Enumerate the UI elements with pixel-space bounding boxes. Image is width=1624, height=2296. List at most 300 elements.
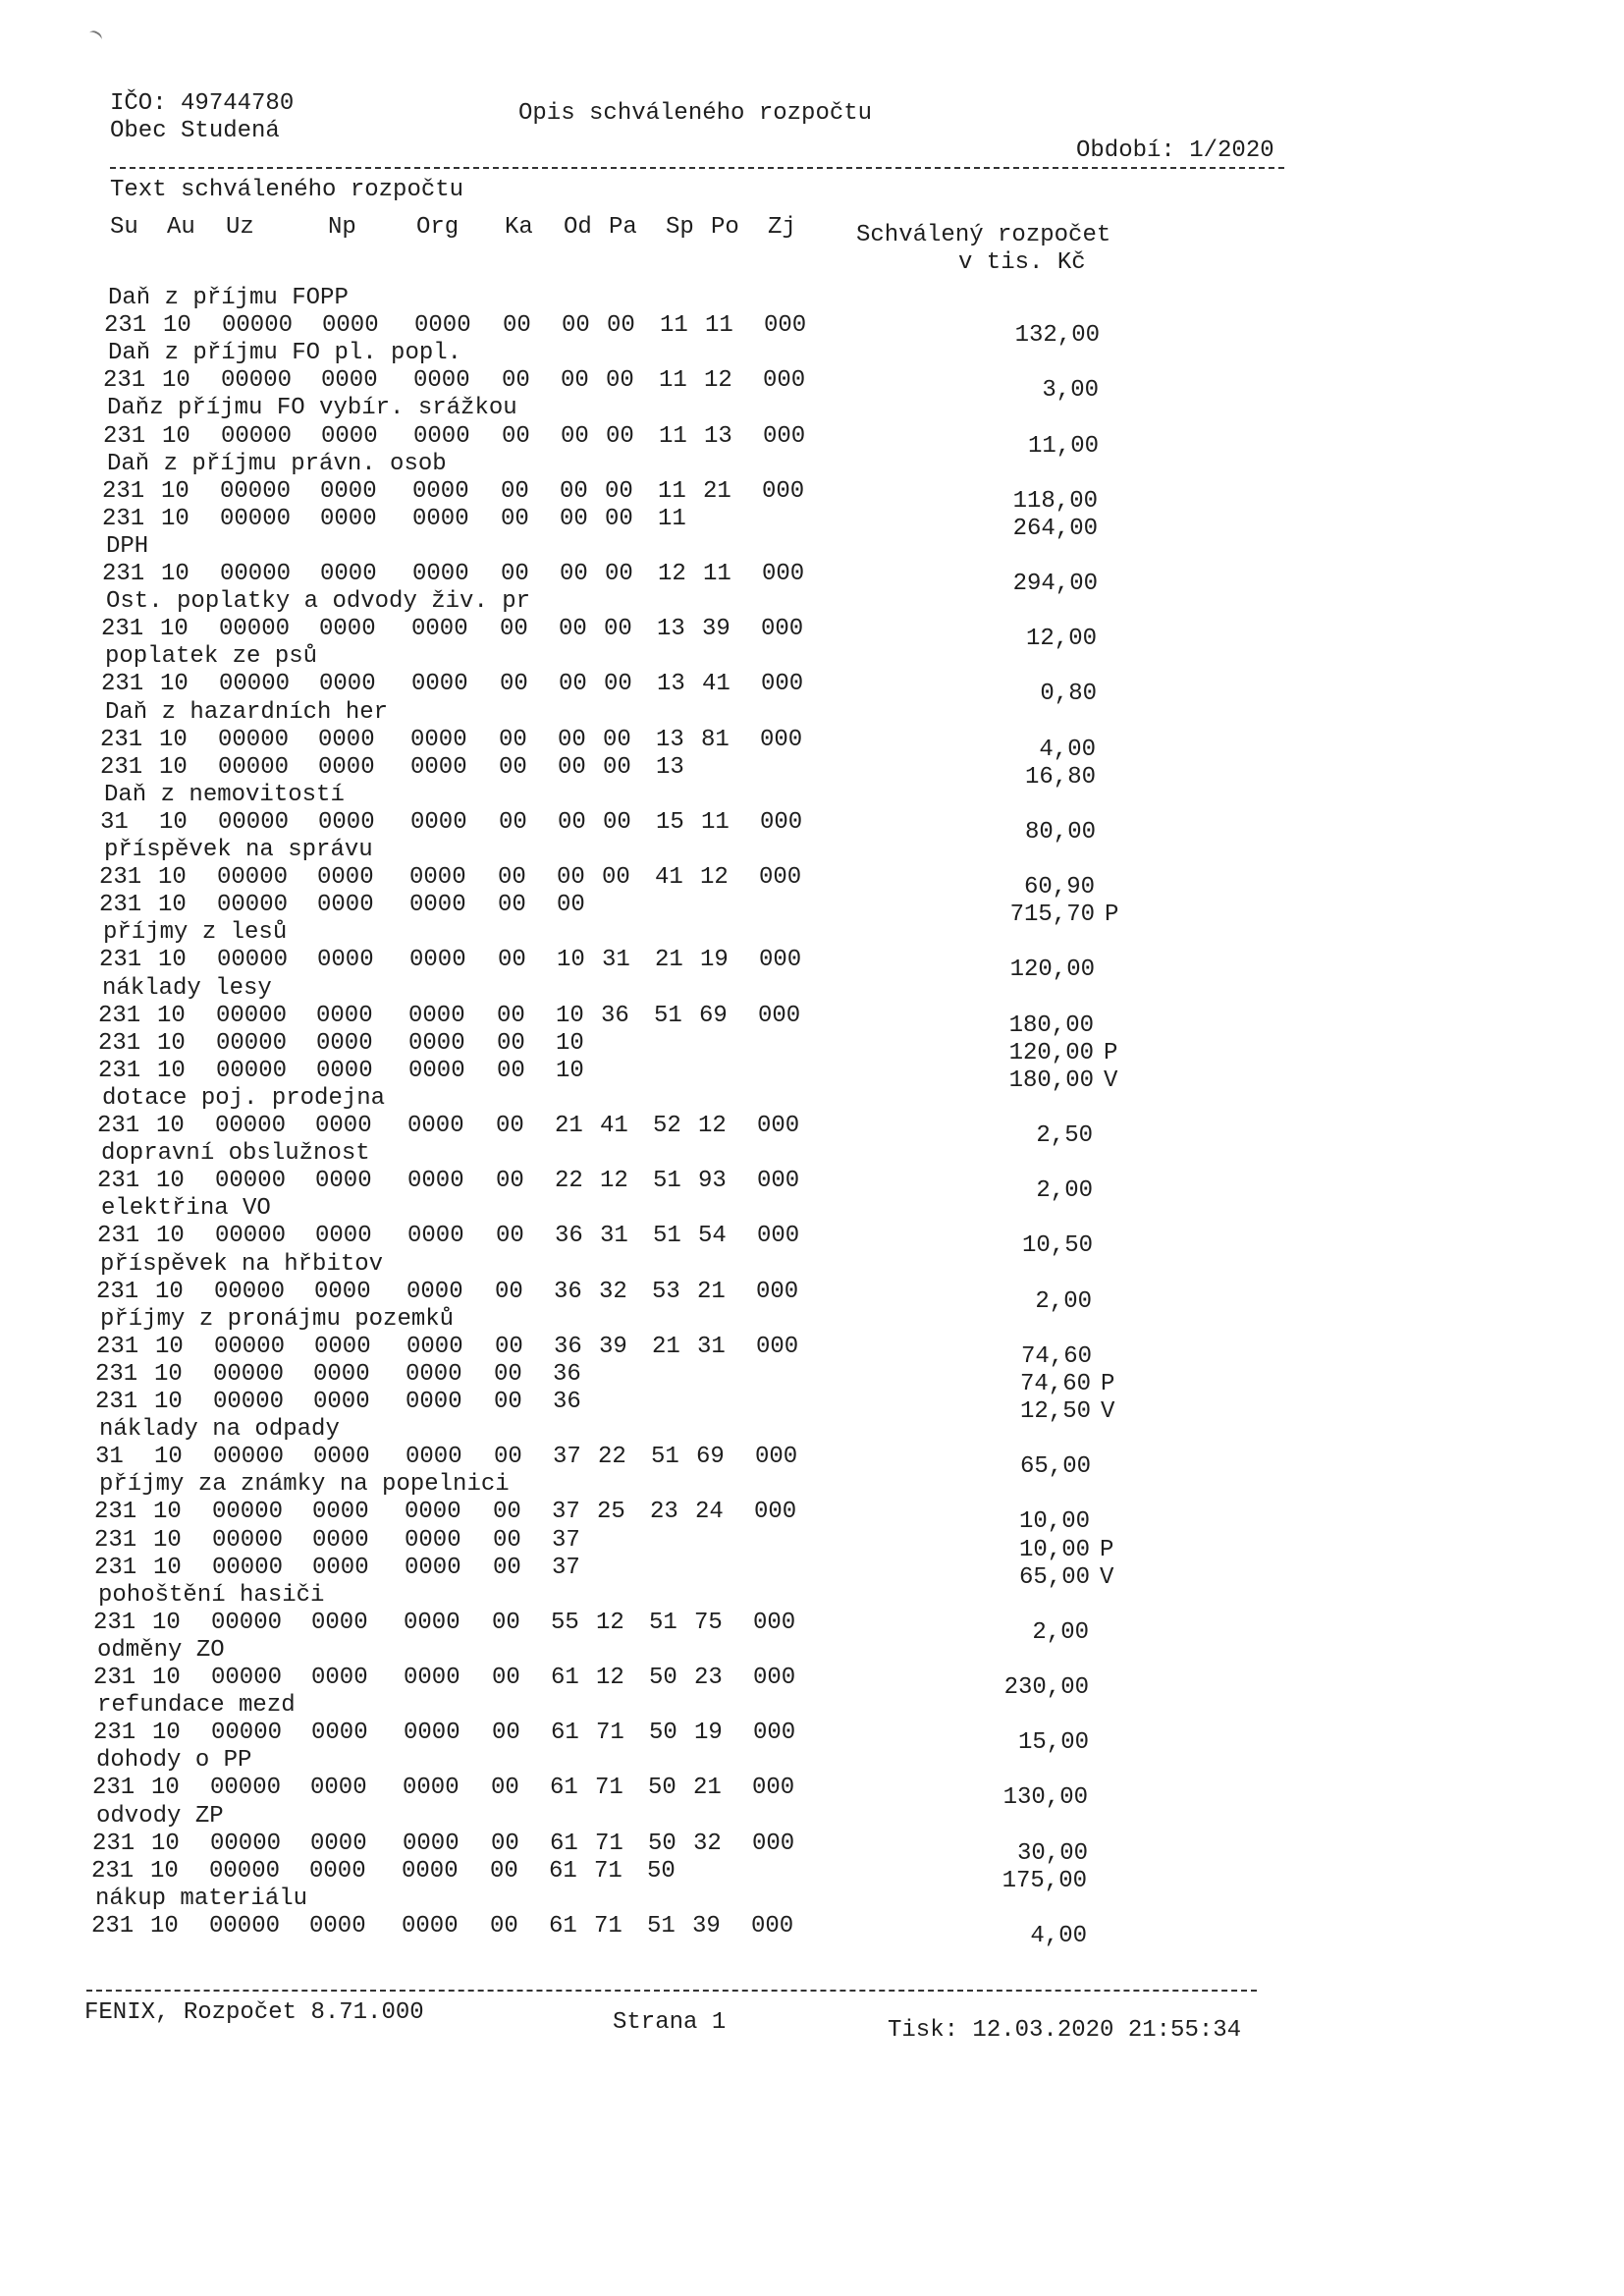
item-description: příjmy z pronájmu pozemků xyxy=(100,1305,455,1333)
cell-amount: 10,00 xyxy=(1018,1508,1090,1536)
municipality-name: Obec Studená xyxy=(110,118,280,144)
cell-od: 00 xyxy=(557,892,585,919)
cell-po: 81 xyxy=(701,726,730,753)
item-description-row xyxy=(0,285,1624,312)
cell-au: 10 xyxy=(154,1389,183,1415)
cell-org: 0000 xyxy=(403,1830,460,1857)
cell-org: 0000 xyxy=(409,864,466,892)
cell-zj: 000 xyxy=(762,561,805,587)
cell-ka: 00 xyxy=(502,422,530,450)
cell-od: 00 xyxy=(562,312,590,340)
cell-org: 0000 xyxy=(410,753,467,781)
table-row xyxy=(0,422,1623,460)
table-row xyxy=(0,864,1619,902)
cell-zj: 000 xyxy=(755,1444,798,1471)
cell-zj: 000 xyxy=(757,1113,800,1139)
column-header-su: Su xyxy=(110,214,138,241)
cell-po: 93 xyxy=(698,1168,727,1195)
cell-zj: 000 xyxy=(758,1002,801,1029)
cell-pa: 22 xyxy=(598,1444,626,1471)
cell-np: 0000 xyxy=(309,1912,366,1940)
cell-au: 10 xyxy=(160,616,189,643)
cell-sp: 21 xyxy=(655,947,683,974)
cell-uz: 00000 xyxy=(216,1057,288,1084)
cell-ka: 00 xyxy=(502,367,530,395)
cell-od: 00 xyxy=(561,367,589,395)
table-row xyxy=(0,1912,1611,1949)
cell-sp: 11 xyxy=(659,367,687,395)
cell-amount: 180,00 xyxy=(1008,1011,1094,1039)
cell-np: 0000 xyxy=(316,1029,373,1057)
cell-amount: 10,00 xyxy=(1018,1536,1090,1563)
cell-org: 0000 xyxy=(410,808,467,836)
cell-amount: 15,00 xyxy=(1017,1729,1089,1757)
item-description-row xyxy=(0,1747,1612,1775)
cell-flag: P xyxy=(1101,1370,1115,1397)
cell-su: 31 xyxy=(100,808,129,836)
table-row xyxy=(0,1389,1615,1425)
cell-ka: 00 xyxy=(493,1526,521,1554)
item-description: odvody ZP xyxy=(96,1802,224,1830)
cell-uz: 00000 xyxy=(221,367,293,395)
cell-zj: 000 xyxy=(757,1223,800,1250)
cell-uz: 00000 xyxy=(214,1278,286,1305)
cell-od: 10 xyxy=(556,1002,584,1029)
cell-org: 0000 xyxy=(411,616,468,643)
cell-au: 10 xyxy=(152,1665,181,1691)
table-row xyxy=(0,616,1621,653)
cell-uz: 00000 xyxy=(213,1360,285,1388)
cell-ka: 00 xyxy=(498,892,526,919)
cell-zj: 000 xyxy=(763,422,806,450)
cell-np: 0000 xyxy=(315,1168,372,1195)
cell-ka: 00 xyxy=(492,1720,520,1747)
cell-uz: 00000 xyxy=(211,1720,283,1747)
cell-su: 231 xyxy=(94,1499,137,1526)
item-description-row xyxy=(0,1637,1613,1665)
item-description-row xyxy=(0,1085,1618,1113)
cell-sp: 11 xyxy=(659,422,687,450)
cell-od: 36 xyxy=(555,1223,583,1250)
item-description: příspěvek na hřbitov xyxy=(100,1250,384,1278)
cell-uz: 00000 xyxy=(218,808,290,836)
item-description: náklady lesy xyxy=(102,974,272,1002)
column-header-po: Po xyxy=(711,214,739,241)
cell-amount: 80,00 xyxy=(1024,818,1096,846)
cell-po: 75 xyxy=(694,1609,723,1636)
item-description-row xyxy=(0,1471,1615,1499)
cell-sp: 51 xyxy=(653,1168,681,1195)
cell-amount: 2,00 xyxy=(1032,1618,1089,1646)
cell-org: 0000 xyxy=(406,1389,462,1415)
cell-od: 61 xyxy=(551,1720,579,1747)
cell-pa: 00 xyxy=(603,753,631,781)
cell-od: 55 xyxy=(551,1609,579,1636)
cell-np: 0000 xyxy=(311,1720,368,1747)
cell-zj: 000 xyxy=(751,1912,794,1940)
cell-po: 69 xyxy=(696,1444,725,1471)
item-description: dopravní obslužnost xyxy=(101,1140,370,1168)
cell-ka: 00 xyxy=(490,1912,518,1940)
cell-uz: 00000 xyxy=(218,726,290,753)
cell-org: 0000 xyxy=(407,1168,464,1195)
cell-np: 0000 xyxy=(320,477,377,505)
table-row xyxy=(0,312,1624,350)
cell-od: 36 xyxy=(553,1389,581,1415)
table-row xyxy=(0,1168,1617,1205)
cell-sp: 50 xyxy=(649,1665,677,1691)
cell-np: 0000 xyxy=(312,1499,369,1526)
cell-uz: 00000 xyxy=(213,1389,285,1415)
cell-su: 231 xyxy=(104,312,147,340)
cell-zj: 000 xyxy=(761,616,804,643)
table-row xyxy=(0,1278,1616,1315)
cell-org: 0000 xyxy=(406,1278,463,1305)
cell-zj: 000 xyxy=(753,1665,796,1691)
cell-uz: 00000 xyxy=(212,1526,284,1554)
cell-org: 0000 xyxy=(405,1526,461,1554)
cell-sp: 11 xyxy=(660,312,688,340)
cell-np: 0000 xyxy=(312,1526,369,1554)
cell-org: 0000 xyxy=(412,505,469,532)
cell-amount: 118,00 xyxy=(1012,487,1098,515)
cell-au: 10 xyxy=(162,422,190,450)
item-description-row xyxy=(0,699,1621,727)
cell-amount: 74,60 xyxy=(1019,1370,1091,1397)
table-row xyxy=(0,1057,1618,1094)
cell-uz: 00000 xyxy=(221,422,293,450)
cell-flag: P xyxy=(1100,1536,1114,1563)
cell-ka: 00 xyxy=(496,1168,524,1195)
cell-po: 41 xyxy=(702,671,731,698)
cell-amount: 2,00 xyxy=(1035,1287,1092,1315)
cell-sp: 50 xyxy=(647,1857,676,1885)
cell-sp: 52 xyxy=(653,1113,681,1139)
column-header-amount: Schválený rozpočet xyxy=(856,222,1111,248)
column-header-np: Np xyxy=(328,214,356,241)
cell-zj: 000 xyxy=(752,1775,795,1802)
cell-org: 0000 xyxy=(409,947,466,974)
table-row xyxy=(0,367,1623,405)
cell-su: 231 xyxy=(102,505,145,532)
cell-od: 61 xyxy=(550,1830,578,1857)
cell-flag: V xyxy=(1101,1398,1115,1425)
item-description-row xyxy=(0,1195,1617,1223)
item-description-row xyxy=(0,1582,1614,1610)
cell-su: 231 xyxy=(100,726,143,753)
cell-po: 54 xyxy=(698,1223,727,1250)
cell-org: 0000 xyxy=(405,1499,461,1526)
cell-zj: 000 xyxy=(757,1168,800,1195)
cell-au: 10 xyxy=(156,1223,185,1250)
item-description: nákup materiálu xyxy=(95,1885,308,1912)
cell-uz: 00000 xyxy=(217,947,289,974)
cell-au: 10 xyxy=(158,947,187,974)
cell-po: 19 xyxy=(694,1720,723,1747)
item-description-row xyxy=(0,451,1623,478)
cell-uz: 00000 xyxy=(214,1333,286,1360)
cell-su: 231 xyxy=(93,1665,136,1691)
table-row xyxy=(0,1223,1617,1260)
cell-amount: 0,80 xyxy=(1040,681,1097,708)
cell-au: 10 xyxy=(153,1554,182,1581)
cell-uz: 00000 xyxy=(215,1223,287,1250)
cell-uz: 00000 xyxy=(210,1830,282,1857)
cell-su: 231 xyxy=(101,616,144,643)
cell-zj: 000 xyxy=(756,1278,799,1305)
table-row xyxy=(0,477,1622,515)
cell-po: 32 xyxy=(693,1830,722,1857)
cell-ka: 00 xyxy=(501,561,529,587)
cell-od: 00 xyxy=(559,671,587,698)
cell-po: 11 xyxy=(701,808,730,836)
cell-pa: 71 xyxy=(595,1775,623,1802)
cell-zj: 000 xyxy=(753,1720,796,1747)
cell-uz: 00000 xyxy=(217,892,289,919)
cell-od: 21 xyxy=(555,1113,583,1139)
cell-ka: 00 xyxy=(493,1499,521,1526)
cell-np: 0000 xyxy=(313,1360,370,1388)
table-row xyxy=(0,1002,1618,1039)
cell-uz: 00000 xyxy=(216,1029,288,1057)
table-row xyxy=(0,892,1619,929)
cell-np: 0000 xyxy=(318,726,375,753)
cell-pa: 71 xyxy=(594,1912,623,1940)
cell-su: 231 xyxy=(95,1389,138,1415)
cell-org: 0000 xyxy=(409,892,466,919)
item-description: refundace mezd xyxy=(97,1692,296,1720)
cell-ka: 00 xyxy=(501,477,529,505)
cell-org: 0000 xyxy=(414,312,471,340)
cell-od: 61 xyxy=(549,1857,577,1885)
cell-org: 0000 xyxy=(413,422,470,450)
cell-au: 10 xyxy=(159,753,188,781)
cell-sp: 51 xyxy=(654,1002,682,1029)
cell-su: 231 xyxy=(103,367,146,395)
cell-np: 0000 xyxy=(312,1554,369,1581)
column-header-au: Au xyxy=(167,214,195,241)
cell-su: 231 xyxy=(92,1775,135,1802)
cell-np: 0000 xyxy=(318,753,375,781)
cell-po: 39 xyxy=(692,1912,721,1940)
cell-sp: 21 xyxy=(652,1333,680,1360)
cell-pa: 71 xyxy=(594,1857,623,1885)
cell-amount: 4,00 xyxy=(1030,1922,1087,1949)
cell-su: 231 xyxy=(95,1360,138,1388)
cell-org: 0000 xyxy=(402,1857,459,1885)
cell-amount: 2,50 xyxy=(1036,1122,1093,1149)
item-description-row xyxy=(0,975,1618,1003)
item-description: Daň z příjmu právn. osob xyxy=(107,450,447,477)
cell-au: 10 xyxy=(157,1057,186,1084)
item-description-row xyxy=(0,643,1621,671)
cell-au: 10 xyxy=(158,892,187,919)
cell-su: 231 xyxy=(102,561,145,587)
cell-sp: 51 xyxy=(647,1912,676,1940)
cell-ka: 00 xyxy=(495,1278,523,1305)
cell-amount: 30,00 xyxy=(1016,1839,1088,1867)
cell-org: 0000 xyxy=(413,367,470,395)
table-row xyxy=(0,1526,1614,1563)
cell-od: 00 xyxy=(557,864,585,892)
cell-ka: 00 xyxy=(498,864,526,892)
cell-amount: 12,50 xyxy=(1019,1398,1091,1425)
cell-flag: V xyxy=(1100,1563,1114,1591)
cell-np: 0000 xyxy=(314,1333,371,1360)
cell-au: 10 xyxy=(153,1526,182,1554)
table-row xyxy=(0,947,1619,984)
cell-su: 231 xyxy=(98,1002,141,1029)
cell-np: 0000 xyxy=(320,505,377,532)
cell-org: 0000 xyxy=(406,1444,462,1471)
page-number: Strana 1 xyxy=(613,2009,727,2036)
cell-ka: 00 xyxy=(495,1333,523,1360)
table-row xyxy=(0,1665,1613,1701)
cell-pa: 00 xyxy=(605,477,633,505)
column-header-org: Org xyxy=(416,214,460,241)
cell-zj: 000 xyxy=(753,1609,796,1636)
cell-su: 231 xyxy=(100,753,143,781)
cell-su: 231 xyxy=(91,1912,135,1940)
column-header-sp: Sp xyxy=(666,214,694,241)
cell-uz: 00000 xyxy=(217,864,289,892)
cell-au: 10 xyxy=(163,312,191,340)
cell-au: 10 xyxy=(158,864,187,892)
cell-ka: 00 xyxy=(499,753,527,781)
cell-org: 0000 xyxy=(410,726,467,753)
cell-ka: 00 xyxy=(492,1665,520,1691)
table-row xyxy=(0,1360,1615,1397)
cell-su: 231 xyxy=(99,947,142,974)
cell-zj: 000 xyxy=(763,367,806,395)
cell-po: 11 xyxy=(705,312,733,340)
cell-od: 00 xyxy=(560,477,588,505)
item-description-row xyxy=(0,1416,1615,1444)
cell-np: 0000 xyxy=(319,671,376,698)
cell-zj: 000 xyxy=(756,1333,799,1360)
cell-flag: P xyxy=(1104,1039,1118,1066)
cell-np: 0000 xyxy=(319,616,376,643)
cell-pa: 12 xyxy=(596,1609,624,1636)
cell-po: 24 xyxy=(695,1499,724,1526)
cell-amount: 60,90 xyxy=(1023,874,1095,902)
cell-od: 36 xyxy=(553,1360,581,1388)
cell-org: 0000 xyxy=(412,477,469,505)
table-row xyxy=(0,505,1622,542)
item-description: příspěvek na správu xyxy=(104,837,373,863)
cell-od: 22 xyxy=(555,1168,583,1195)
cell-sp: 51 xyxy=(653,1223,681,1250)
cell-su: 231 xyxy=(99,892,142,919)
cell-amount: 120,00 xyxy=(1009,957,1095,984)
item-description-row xyxy=(0,1886,1611,1913)
item-description-row xyxy=(0,837,1620,864)
cell-pa: 00 xyxy=(604,671,632,698)
cell-zj: 000 xyxy=(761,671,804,698)
cell-uz: 00000 xyxy=(209,1912,281,1940)
cell-su: 231 xyxy=(103,422,146,450)
cell-au: 10 xyxy=(159,726,188,753)
cell-np: 0000 xyxy=(316,1002,373,1029)
cell-ka: 00 xyxy=(497,1057,525,1084)
cell-ka: 00 xyxy=(500,671,528,698)
cell-zj: 000 xyxy=(759,947,802,974)
cell-od: 37 xyxy=(552,1526,580,1554)
ico-label: IČO: 49744780 xyxy=(110,90,295,117)
cell-np: 0000 xyxy=(315,1113,372,1139)
cell-np: 0000 xyxy=(309,1857,366,1885)
item-description: náklady na odpady xyxy=(99,1416,340,1444)
cell-np: 0000 xyxy=(322,312,379,340)
cell-uz: 00000 xyxy=(213,1444,285,1471)
cell-su: 231 xyxy=(94,1554,137,1581)
cell-sp: 13 xyxy=(656,753,684,781)
cell-ka: 00 xyxy=(496,1113,524,1139)
cell-pa: 71 xyxy=(596,1720,624,1747)
item-description-row xyxy=(0,1692,1613,1720)
cell-amount: 130,00 xyxy=(1002,1784,1088,1812)
cell-uz: 00000 xyxy=(220,505,292,532)
cell-au: 10 xyxy=(151,1775,180,1802)
cell-ka: 00 xyxy=(496,1223,524,1250)
cell-amount: 175,00 xyxy=(1001,1867,1087,1894)
cell-uz: 00000 xyxy=(209,1857,281,1885)
column-header-amount-unit: v tis. Kč xyxy=(958,249,1086,276)
cell-sp: 50 xyxy=(648,1775,677,1802)
cell-au: 10 xyxy=(156,1168,185,1195)
cell-amount: 120,00 xyxy=(1008,1039,1094,1066)
cell-amount: 180,00 xyxy=(1008,1066,1094,1094)
cell-sp: 13 xyxy=(656,726,684,753)
cell-flag: V xyxy=(1104,1066,1118,1094)
column-header-uz: Uz xyxy=(226,214,254,241)
scan-speck xyxy=(86,28,103,44)
page-title: Opis schváleného rozpočtu xyxy=(518,100,873,127)
cell-su: 231 xyxy=(101,671,144,698)
cell-od: 36 xyxy=(554,1278,582,1305)
item-description-row xyxy=(0,340,1624,367)
cell-ka: 00 xyxy=(493,1554,521,1581)
cell-amount: 264,00 xyxy=(1012,515,1098,542)
cell-au: 10 xyxy=(156,1113,185,1139)
cell-po: 21 xyxy=(693,1775,722,1802)
cell-zj: 000 xyxy=(762,477,805,505)
cell-od: 00 xyxy=(560,561,588,587)
cell-su: 231 xyxy=(93,1720,136,1747)
cell-ka: 00 xyxy=(494,1389,522,1415)
table-row xyxy=(0,1113,1617,1149)
table-row xyxy=(0,1775,1612,1812)
cell-su: 231 xyxy=(97,1168,140,1195)
cell-sp: 51 xyxy=(649,1609,677,1636)
cell-od: 00 xyxy=(560,505,588,532)
cell-org: 0000 xyxy=(407,1223,464,1250)
cell-pa: 32 xyxy=(599,1278,627,1305)
cell-au: 10 xyxy=(155,1333,184,1360)
cell-sp: 53 xyxy=(652,1278,680,1305)
cell-np: 0000 xyxy=(311,1665,368,1691)
cell-uz: 00000 xyxy=(210,1775,282,1802)
cell-pa: 00 xyxy=(607,312,635,340)
table-row xyxy=(0,753,1620,791)
item-description-row xyxy=(0,588,1622,616)
item-description: Daň z nemovitostí xyxy=(104,781,345,808)
column-header-pa: Pa xyxy=(609,214,637,241)
header-rule xyxy=(110,167,1284,169)
cell-uz: 00000 xyxy=(215,1113,287,1139)
cell-od: 00 xyxy=(559,616,587,643)
cell-au: 10 xyxy=(153,1499,182,1526)
